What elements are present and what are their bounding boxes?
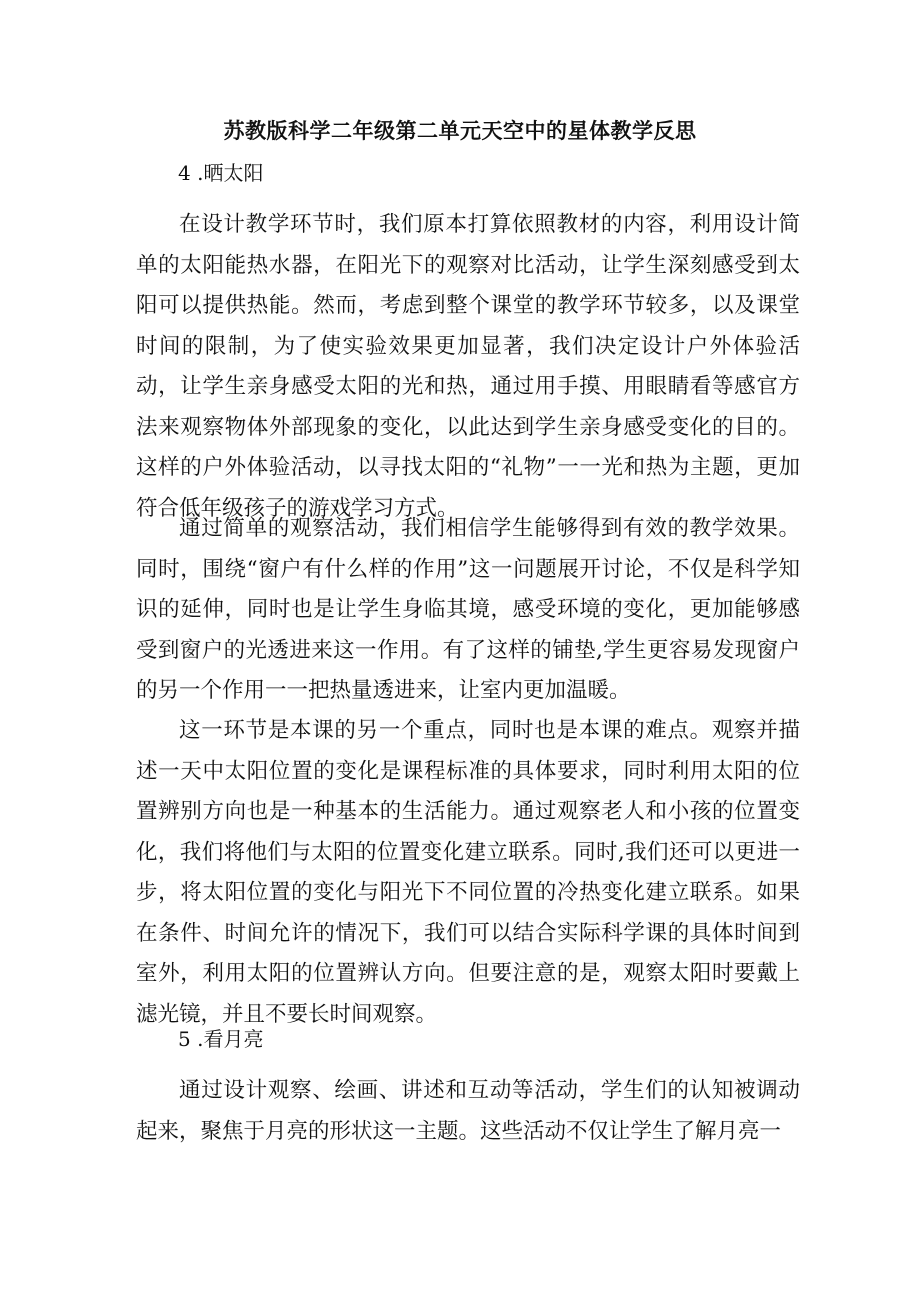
paragraph-4-3: 这一环节是本课的另一个重点，同时也是本课的难点。观察并描述一天中太阳位置的变化是课程标准的具体要求，同时利用太阳的位置辨别方向也是一种基本的生活能力。通过观察老人和小孩的位置变化，我们将他们与太阳的位置变化建立联系。同时,我们还可以更进一步，将太阳位置的变化与阳光下不同位置的冷热变化建立联系。如果在条件、时间允许的情况下，我们可以结合实际科学课的具体时间到室外，利用太阳的位置辨认方向。但要注意的是，观察太阳时要戴上滤光镜，并且不要长时间观察。 <box>136 718 800 1027</box>
section-heading-5: 5 .看月亮 <box>178 1027 264 1051</box>
paragraph-5-1: 通过设计观察、绘画、讲述和互动等活动，学生们的认知被调动起来，聚焦于月亮的形状这一主题。这些活动不仅让学生了解月亮一 <box>136 1078 800 1144</box>
document-title: 苏教版科学二年级第二单元天空中的星体教学反思 <box>223 118 697 143</box>
paragraph-4-2: 通过简单的观察活动，我们相信学生能够得到有效的教学效果。同时，围绕“窗户有什么样的作用”这一问题展开讨论，不仅是科学知识的延伸，同时也是让学生身临其境，感受环境的变化，更加能够感受到窗户的光透进来这一作用。有了这样的铺垫,学生更容易发现窗户的另一个作用一一把热量透进来，让室内更加温暖。 <box>136 516 800 703</box>
paragraph-4-1: 在设计教学环节时，我们原本打算依照教材的内容，利用设计简单的太阳能热水器，在阳光下的观察对比活动，让学生深刻感受到太阳可以提供热能。然而，考虑到整个课堂的教学环节较多，以及课堂时间的限制，为了使实验效果更加显著，我们决定设计户外体验活动，让学生亲身感受太阳的光和热，通过用手摸、用眼睛看等感官方法来观察物体外部现象的变化，以此达到学生亲身感受变化的目的。这样的户外体验活动，以寻找太阳的“礼物”一一光和热为主题，更加符合低年级孩子的游戏学习方式。 <box>136 212 800 521</box>
section-heading-4: 4 .晒太阳 <box>178 161 264 185</box>
